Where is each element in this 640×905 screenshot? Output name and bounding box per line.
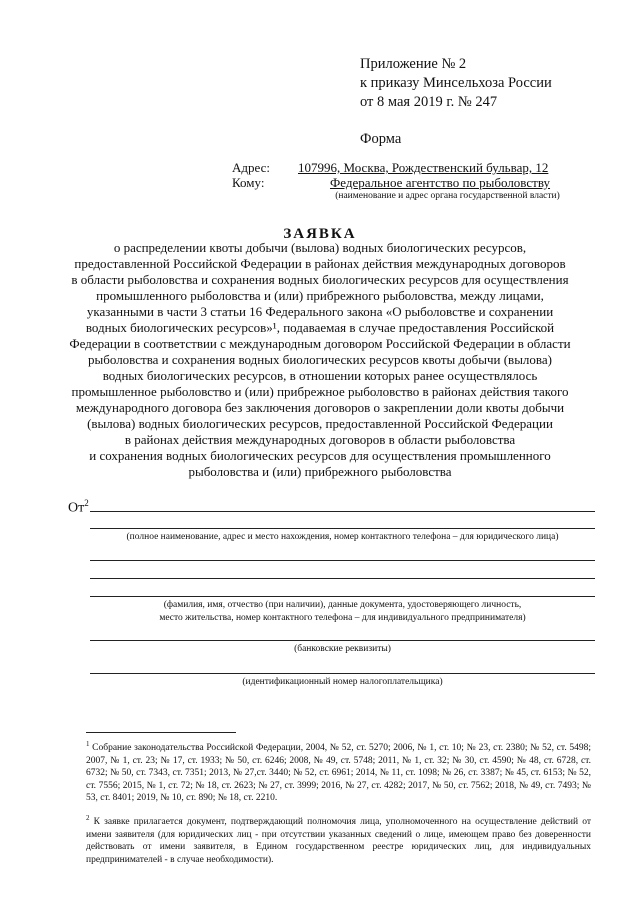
bank-details-caption: (банковские реквизиты) [294,644,391,654]
appendix-number: Приложение № 2 [360,56,467,72]
applicant-name-line[interactable] [90,511,595,512]
body-line: рыболовства и (или) прибрежного рыболовства [188,464,452,479]
body-line: Федерации в соответствии с международным договором Российской Федерации в области [69,336,571,351]
inn-line[interactable] [90,673,595,674]
from-label [68,498,89,517]
individual-line-2[interactable] [90,578,595,579]
bank-details-line[interactable] [90,640,595,641]
body-line: в районах действия международных договоров в области рыболовства [124,432,516,447]
body-line: промышленного рыболовства и (или) прибрежного рыболовства, между лицами, [96,288,544,303]
footnote-1 [86,738,591,805]
body-line: предоставленной Российской Федерации в районах действия международных договоров [74,256,566,271]
request-description [60,240,580,480]
form-label: Форма [360,131,402,147]
body-line: о распределении квоты добычи (вылова) водных биологических ресурсов, [113,240,527,255]
address-value: 107996, Москва, Рождественский бульвар, 12 [298,160,549,175]
body-line: водных биологических ресурсов, в отношении которых ранее осуществлялось [102,368,538,383]
individual-line-1[interactable] [90,560,595,561]
address-label: Адрес: [232,160,270,175]
document-title: ЗАЯВКА [283,226,357,242]
body-line: рыболовства и сохранения водных биологических ресурсов квоты добычи (вылова) [88,352,552,367]
order-date: от 8 мая 2019 г. № 247 [360,94,498,110]
applicant-name-line-2[interactable] [90,528,595,529]
recipient-note: (наименование и адрес органа государственной власти) [335,191,560,201]
body-line: промышленное рыболовство и (или) прибрежное рыболовство в районах действия такого [71,384,569,399]
recipient-label: Кому: [232,175,265,190]
footnote-2-mark: 2 [86,814,90,822]
legal-entity-caption: (полное наименование, адрес и место нахождения, номер контактного телефона – для юридического лица) [126,532,559,542]
order-reference: к приказу Минсельхоза России [360,75,552,91]
individual-line-3[interactable] [90,596,595,597]
inn-caption: (идентификационный номер налогоплательщика) [242,677,443,687]
body-line: международного договора без заключения договоров о закреплении доли квоты добычи [75,400,565,415]
body-line: и сохранения водных биологических ресурсов для осуществления промышленного [89,448,551,463]
from-label-text: От [68,500,85,516]
body-line: водных биологических ресурсов»¹, подаваемая в случае предоставления Российской [85,320,555,335]
footnote-1-text: Собрание законодательства Российской Федерации, 2004, № 52, ст. 5270; 2006, № 1, ст. 10; № 23, ст. 2380; № 52, ст. 5498; 2007, № 1, ст. 23; № 17, ст. 1933; № 50, ст. 6246; 2008, № 49, ст. 5748; 2011, № 1, ст. 32; № 30, ст. 4590; № 48, ст. 6728, ст. 6732; № 50, ст. 7343, ст. 7351; 2013, № 27,ст. 3440; № 52, ст. 6961; 2014, № 11, ст. 1098; № 26, ст. 3387; № 45, ст. 6153; № 52, ст. 7556; 2015, № 1, ст. 72; № 18, ст. 2623; № 27, ст. 3999; 2016, № 27, ст. 4282; 2017, № 50, ст. 7562; 2018, № 49, ст. 7493; № 53, ст. 8401; 2019, № 10, ст. 890; № 18, ст. 2210. [86,743,591,804]
footnote-1-mark: 1 [86,740,90,748]
body-line: в области рыболовства и сохранения водных биологических ресурсов для осуществления [71,272,569,287]
individual-caption-2: место жительства, номер контактного телефона – для индивидуального предпринимателя) [159,613,526,623]
individual-caption-1: (фамилия, имя, отчество (при наличии), данные документа, удостоверяющего личность, [163,600,522,610]
from-footnote-mark: 2 [84,498,89,508]
body-line: (вылова) водных биологических ресурсов, предоставленной Российской Федерации [87,416,553,431]
footnote-2 [86,812,591,866]
body-line: указанными в части 3 статьи 16 Федерального закона «О рыболовстве и сохранении [86,304,554,319]
recipient-value: Федеральное агентство по рыболовству [330,175,551,190]
footnote-separator [86,732,236,733]
footnote-2-text: К заявке прилагается документ, подтверждающий полномочия лица, уполномоченного на осуществление действий от имени заявителя (для юридических лиц - при отсутствии указанных сведений о лице, имеющем право без доверенности действовать от имени заявителя, в Едином государственном реестре юридических лиц, для индивидуальных предпринимателей - в случае необходимости). [86,817,591,865]
